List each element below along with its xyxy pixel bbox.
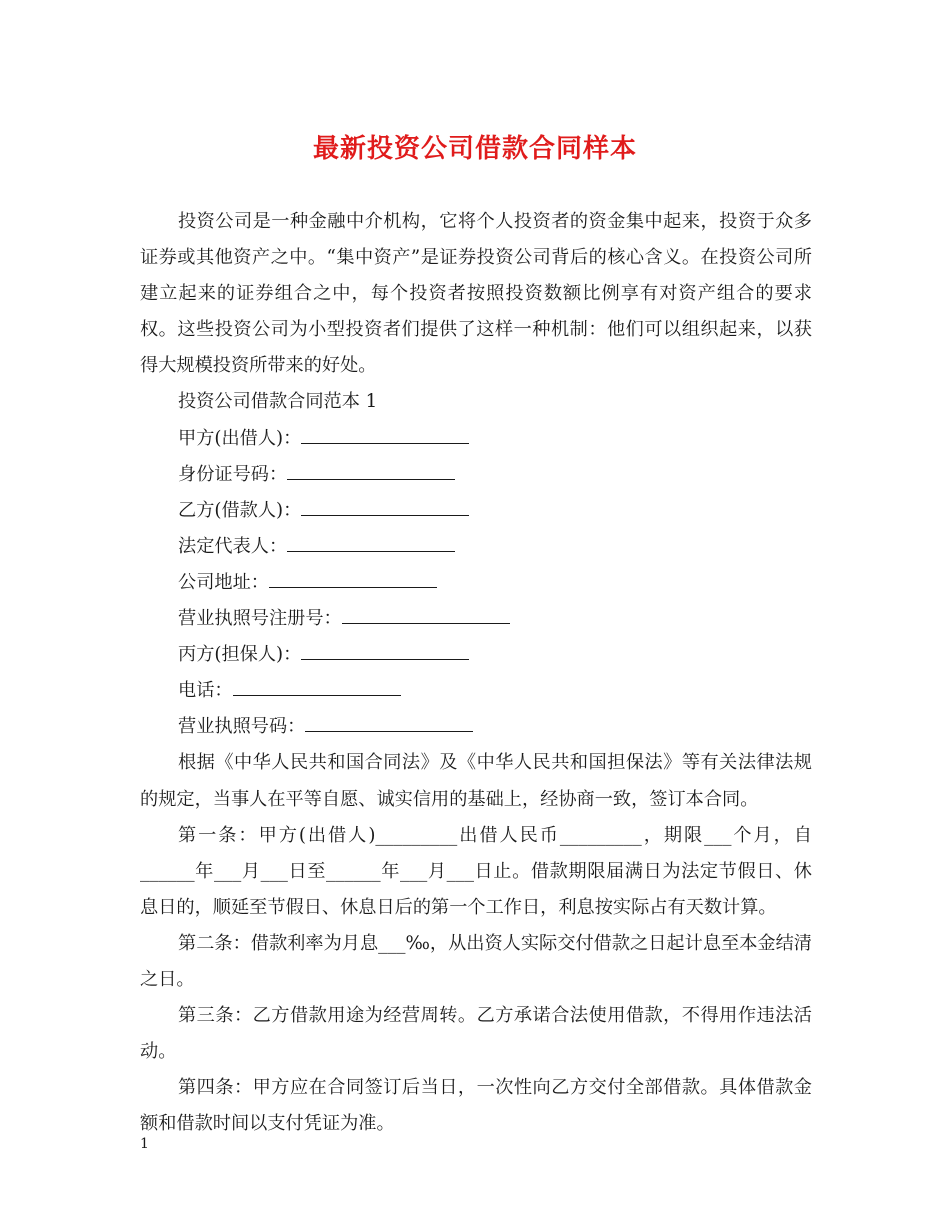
article-2: 第二条：借款利率为月息___‰，从出资人实际交付借款之日起计息至本金结清之日。 <box>140 932 812 990</box>
fill-blank <box>287 533 455 552</box>
field-license-registration <box>140 601 812 637</box>
article-1: 第一条：甲方(出借人)_________出借人民币_________，期限___个月，自______年___月___日至______年___月___日止。借款期限届满日为法定节假日、休息日的，顺延至节假日、休息日后的第一个工作日，利息按实际占有天数计算。 <box>140 824 812 918</box>
intro-paragraph: 投资公司是一种金融中介机构，它将个人投资者的资金集中起来，投资于众多证券或其他资产之中。“集中资产”是证券投资公司背后的核心含义。在投资公司所建立起来的证券组合之中，每个投资者按照投资数额比例享有对资产组合的要求权。这些投资公司为小型投资者们提供了这样一种机制：他们可以组织起来，以获得大规模投资所带来的好处。 <box>140 211 812 377</box>
article-3: 第三条：乙方借款用途为经营周转。乙方承诺合法使用借款，不得用作违法活动。 <box>140 1005 812 1063</box>
field-label: 法定代表人： <box>178 535 288 557</box>
field-label: 乙方(借款人)： <box>178 499 302 521</box>
field-label: 公司地址： <box>178 571 269 593</box>
sample-heading: 投资公司借款合同范本 1 <box>178 391 378 413</box>
fill-blank <box>301 425 469 444</box>
field-label: 营业执照号注册号： <box>178 608 342 630</box>
field-phone <box>140 673 812 709</box>
fill-blank <box>305 713 473 732</box>
field-label: 营业执照号码： <box>178 716 306 738</box>
fill-blank <box>342 605 510 624</box>
fill-blank <box>233 677 401 696</box>
field-label: 甲方(出借人)： <box>178 427 302 449</box>
fill-blank <box>269 569 437 588</box>
document-body <box>140 204 812 1142</box>
article-4: 第四条：甲方应在合同签订后当日，一次性向乙方交付全部借款。具体借款金额和借款时间以支付凭证为准。 <box>140 1077 812 1135</box>
fill-blank <box>301 497 469 516</box>
field-company-address <box>140 565 812 601</box>
field-legal-rep <box>140 529 812 565</box>
preamble-paragraph: 根据《中华人民共和国合同法》及《中华人民共和国担保法》等有关法律法规的规定，当事人在平等自愿、诚实信用的基础上，经协商一致，签订本合同。 <box>140 752 812 810</box>
page-number: 1 <box>140 1136 149 1152</box>
fill-blank <box>301 641 469 660</box>
field-label: 电话： <box>178 680 233 702</box>
field-borrower <box>140 493 812 529</box>
fill-blank <box>287 461 455 480</box>
field-id-number <box>140 457 812 493</box>
field-license-number <box>140 709 812 745</box>
field-label: 身份证号码： <box>178 463 288 485</box>
field-guarantor <box>140 637 812 673</box>
document-title: 最新投资公司借款合同样本 <box>312 134 637 164</box>
field-lender <box>140 421 812 457</box>
field-label: 丙方(担保人)： <box>178 644 302 666</box>
